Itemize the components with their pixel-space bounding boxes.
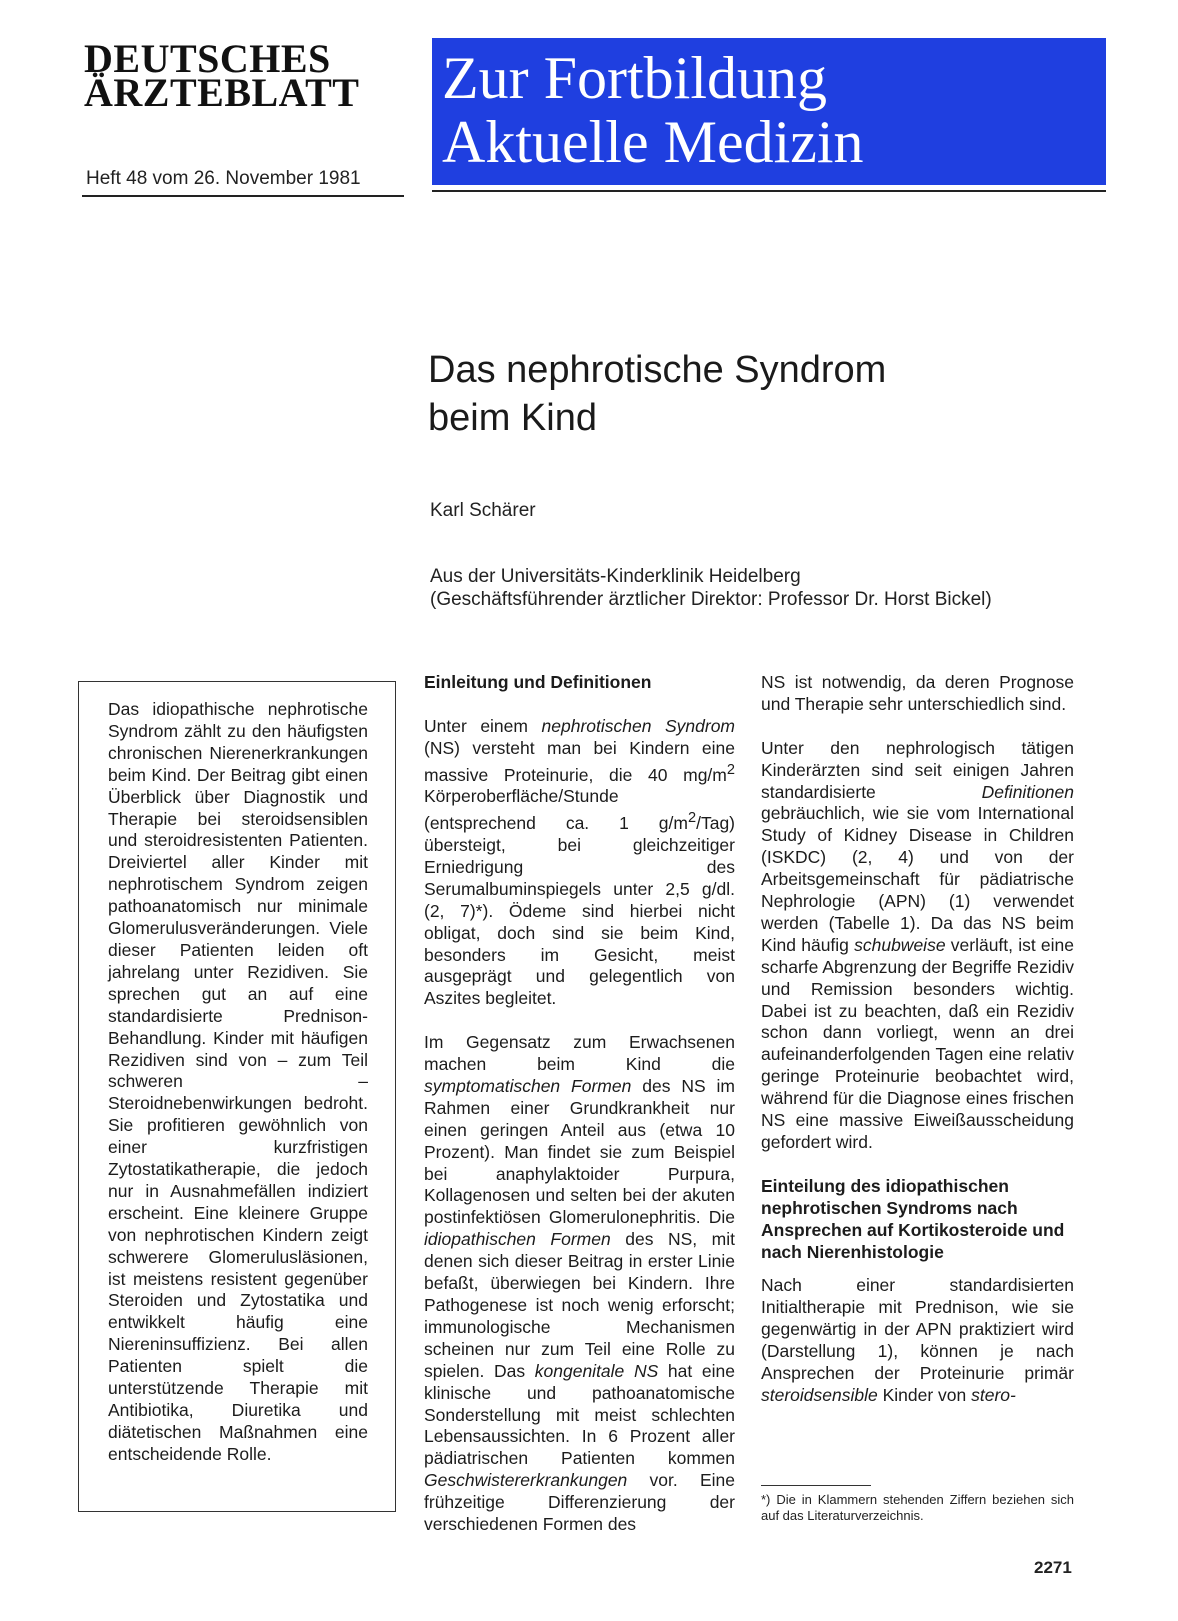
masthead-rule-right: [432, 190, 1106, 192]
journal-name-line1: DEUTSCHES: [84, 36, 331, 81]
abstract-text: Das idiopathische nephrotische Syndrom zählt zu den häufigsten chronischen Nierenerkrankungen beim Kind. Der Beitrag gibt einen Überblick über Diagnostik und Therapie bei steroidsensiblen und steroidresistenten Patienten. Dreiviertel aller Kinder mit nephrotischem Syndrom zeigen pathoanatomisch nur minimale Glomerulusveränderungen. Viele dieser Patienten leiden oft jahrelang unter Rezidiven. Sie sprechen gut an auf eine standardisierte Prednison-Behandlung. Kinder mit häufigen Rezidiven sind von – zum Teil schweren – Steroidnebenwirkungen bedroht. Sie profitieren gewöhnlich von einer kurzfristigen Zytostatikatherapie, die jedoch nur in Ausnahmefällen indiziert erscheint. Eine kleinere Gruppe von nephrotischen Kindern zeigt schwerere Glomerulusläsionen, ist meistens resistent gegenüber Steroiden und Zytostatika und entwikkelt häufig eine Niereninsuffizienz. Bei allen Patienten spielt die unterstützende Therapie mit Antibiotika, Diuretika und diätetischen Maßnahmen eine entscheidende Rolle.: [108, 699, 368, 1464]
body-column-middle: [424, 672, 735, 1536]
paragraph: NS ist notwendig, da deren Prognose und Therapie sehr unterschiedlich sind.: [761, 672, 1074, 714]
paragraph: Im Gegensatz zum Erwachsenen machen beim Kind die symptomatischen Formen des NS im Rahmen einer Grundkrankheit nur einen geringen Anteil aus (etwa 10 Prozent). Man findet sie zum Beispiel bei anaphylaktoider Purpura, Kollagenosen und selten bei der akuten postinfektiösen Glomerulonephritis. Die idiopathischen Formen des NS, mit denen sich dieser Beitrag in erster Linie befaßt, überwiegen bei Kindern. Ihre Pathogenese ist noch wenig erforscht; immunologische Mechanismen scheinen nur zum Teil eine Rolle zu spielen. Das kongenitale NS hat eine klinische und pathoanatomische Sonderstellung mit meist schlechten Lebensaussichten. In 6 Prozent aller pädiatrischen Patienten kommen Geschwistererkrankungen vor. Eine frühzeitige Differenzierung der verschiedenen Formen des: [424, 1032, 735, 1535]
paragraph: Unter einem nephrotischen Syndrom (NS) versteht man bei Kindern eine massive Proteinurie, die 40 $mg/m^2$ Körperoberfläche/Stunde (entsprechend ca. 1 $g/m^2/Tag$) übersteigt, bei gleichzeitiger Erniedrigung des Serumalbuminspiegels unter 2,5 g/dl. (2, 7)*). Ödeme sind hierbei nicht obligat, doch sind sie beim Kind, besonders im Gesicht, meist ausgeprägt und gelegentlich von Aszites begleitet.: [424, 715, 736, 1009]
journal-name-line2: ÄRZTEBLATT: [84, 70, 360, 115]
masthead-rule-left: [82, 195, 404, 197]
paragraph: Nach einer standardisierten Initialtherapie mit Prednison, wie sie gegenwärtig in der APN praktiziert wird (Darstellung 1), können je nach Ansprechen der Proteinurie primär steroidsensible Kinder von stero-: [761, 1275, 1074, 1405]
issue-date: Heft 48 vom 26. November 1981: [86, 168, 361, 189]
footnote: *) Die in Klammern stehenden Ziffern beziehen sich auf das Literaturverzeichnis.: [761, 1492, 1074, 1523]
banner-line1: Zur Fortbildung: [442, 45, 827, 111]
affiliation-line1: Aus der Universitäts-Kinderklinik Heidelberg: [430, 566, 801, 587]
title-line2: beim Kind: [428, 397, 597, 439]
footnote-rule: [761, 1485, 871, 1486]
banner-line2: Aktuelle Medizin: [442, 109, 864, 175]
paragraph: Unter den nephrologisch tätigen Kinderärzten sind seit einigen Jahren standardisierte Definitionen gebräuchlich, wie sie vom International Study of Kidney Disease in Children (ISKDC) (2, 4) und von der Arbeitsgemeinschaft für pädiatrische Nephrologie (APN) (1) verwendet werden (Tabelle 1). Da das NS beim Kind häufig schubweise verläuft, ist eine scharfe Abgrenzung der Begriffe Rezidiv und Remission besonders wichtig. Dabei ist zu beachten, daß ein Rezidiv schon dann vorliegt, wenn an drei aufeinanderfolgenden Tagen eine relativ geringe Proteinurie beobachtet wird, während für die Diagnose eines frischen NS eine massive Eiweißausscheidung gefordert wird.: [761, 737, 1074, 1153]
author: Karl Schärer: [430, 500, 536, 521]
section-banner: [432, 38, 1106, 185]
section-heading-classification: Einteilung des idiopathischen nephrotischen Syndroms nach Ansprechen auf Kortikosteroide und nach Nierenhistologie: [761, 1175, 1065, 1262]
section-heading-introduction: Einleitung und Definitionen: [424, 672, 652, 692]
body-column-right: [761, 672, 1074, 1407]
journal-name: [84, 36, 414, 115]
affiliation: [430, 565, 1120, 611]
article-title: [428, 346, 1108, 442]
affiliation-line2: (Geschäftsführender ärztlicher Direktor: Professor Dr. Horst Bickel): [430, 589, 992, 610]
page-number: 2271: [1034, 1558, 1072, 1577]
title-line1: Das nephrotische Syndrom: [428, 349, 887, 391]
